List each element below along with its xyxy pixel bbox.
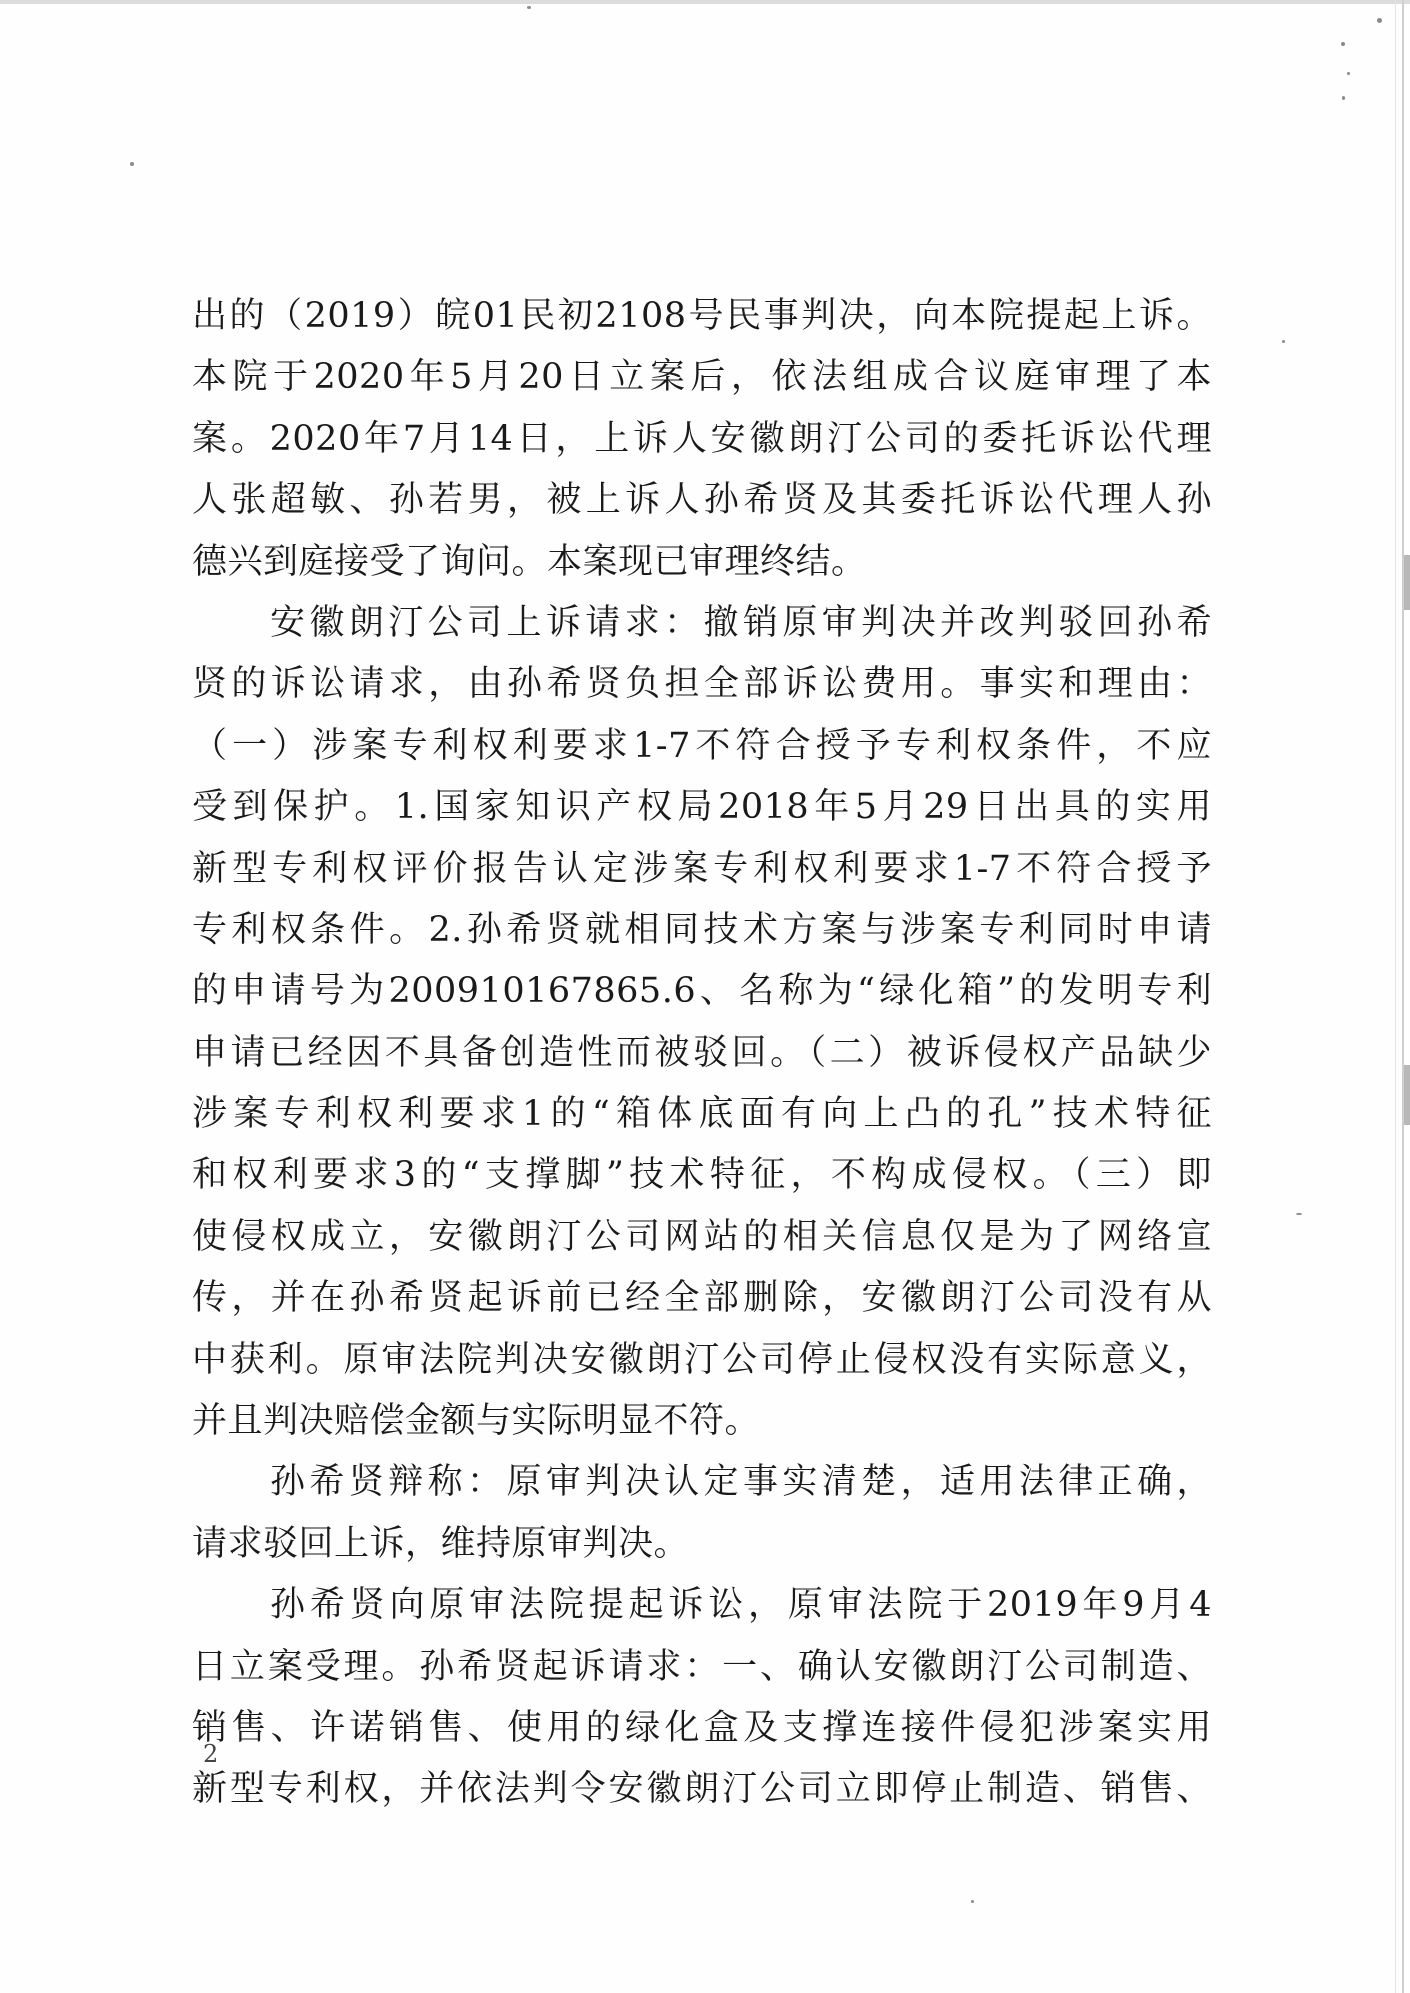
scan-tab-mark [1404, 1065, 1410, 1125]
text-line: 并且判决赔偿金额与实际明显不符。 [192, 1401, 761, 1442]
text-line: 孙希贤向原审法院提起诉讼，原审法院于2019年9月4 [270, 1585, 1212, 1626]
text-line: 新型专利权评价报告认定涉案专利权利要求1-7不符合授予 [192, 848, 1212, 889]
text-line: 贤的诉讼请求，由孙希贤负担全部诉讼费用。事实和理由： [192, 664, 1212, 705]
text-line: 案。2020年7月14日，上诉人安徽朗汀公司的委托诉讼代理 [192, 418, 1212, 459]
page-number: 2 [203, 1740, 219, 1768]
text-line: 申请已经因不具备创造性而被驳回。（二）被诉侵权产品缺少 [192, 1032, 1212, 1073]
scan-speck [527, 6, 531, 9]
text-line: 和权利要求3的“支撑脚”技术特征，不构成侵权。（三）即 [192, 1155, 1212, 1196]
text-line: 请求驳回上诉，维持原审判决。 [192, 1523, 690, 1564]
text-line: 本院于2020年5月20日立案后，依法组成合议庭审理了本 [192, 357, 1212, 398]
scan-speck [1341, 42, 1345, 46]
scan-speck [1296, 1213, 1302, 1215]
text-line: 人张超敏、孙若男，被上诉人孙希贤及其委托诉讼代理人孙 [192, 480, 1212, 521]
text-line: 孙希贤辩称：原审判决认定事实清楚，适用法律正确， [270, 1462, 1212, 1503]
scan-speck [130, 162, 134, 166]
text-line: 德兴到庭接受了询问。本案现已审理终结。 [192, 541, 867, 582]
text-line: 中获利。原审法院判决安徽朗汀公司停止侵权没有实际意义， [192, 1339, 1212, 1380]
document-body [192, 286, 1212, 1821]
text-line: 日立案受理。孙希贤起诉请求：一、确认安徽朗汀公司制造、 [192, 1646, 1212, 1687]
text-line: 出的（2019）皖01民初2108号民事判决，向本院提起上诉。 [192, 296, 1212, 336]
scan-speck [1342, 96, 1345, 100]
text-line: 销售、许诺销售、使用的绿化盒及支撑连接件侵犯涉案实用 [192, 1707, 1212, 1748]
scan-speck [1282, 340, 1285, 343]
scan-tab-mark [1404, 555, 1410, 610]
text-line: 使侵权成立，安徽朗汀公司网站的相关信息仅是为了网络宣 [192, 1216, 1212, 1257]
scan-right-edge [1402, 0, 1404, 1993]
text-line: 新型专利权，并依法判令安徽朗汀公司立即停止制造、销售、 [192, 1769, 1212, 1810]
scan-right-edge-inner [1395, 0, 1396, 1993]
scan-top-edge [0, 0, 1410, 4]
scan-speck [1377, 18, 1382, 23]
text-line: 传，并在孙希贤起诉前已经全部删除，安徽朗汀公司没有从 [192, 1278, 1212, 1319]
scan-speck [971, 1900, 974, 1903]
scan-speck [1347, 72, 1350, 75]
text-line: （一）涉案专利权利要求1-7不符合授予专利权条件，不应 [192, 725, 1212, 766]
text-line: 受到保护。1.国家知识产权局2018年5月29日出具的实用 [192, 787, 1212, 828]
text-line: 安徽朗汀公司上诉请求：撤销原审判决并改判驳回孙希 [270, 602, 1212, 643]
text-line: 专利权条件。2.孙希贤就相同技术方案与涉案专利同时申请 [192, 909, 1212, 950]
text-line: 的申请号为200910167865.6、名称为“绿化箱”的发明专利 [192, 971, 1212, 1012]
text-line: 涉案专利权利要求1的“箱体底面有向上凸的孔”技术特征 [192, 1094, 1212, 1135]
